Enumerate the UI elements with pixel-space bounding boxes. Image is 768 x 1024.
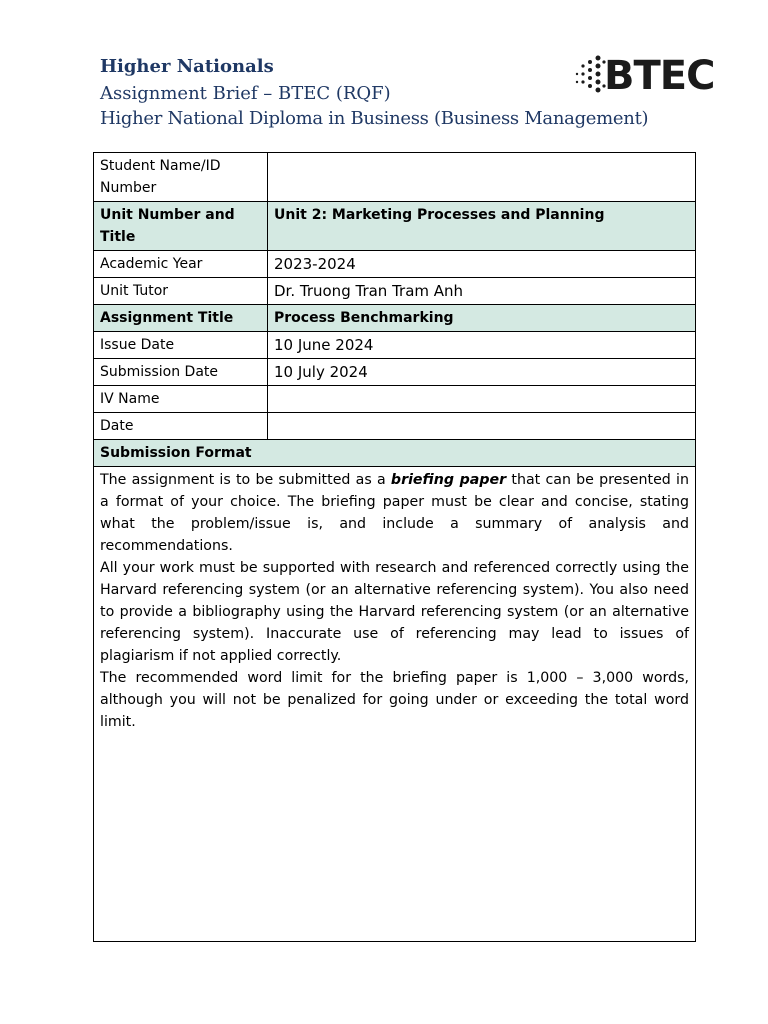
- table-row: [94, 440, 696, 467]
- submission-date-value: 10 July 2024: [268, 359, 696, 386]
- submission-paragraph-2: All your work must be supported with research and referenced correctly using the Harvard referencing system (or an alternative referencing system). You also need to provide a bibliography using the Harvard referencing system (or an alternative referencing system). Inaccurate use of referencing may lead to issues of plagiarism if not applied correctly.: [100, 560, 689, 664]
- assignment-brief-table: [93, 152, 696, 942]
- p1-before: The assignment is to be submitted as a: [100, 472, 391, 488]
- submission-paragraph-3: The recommended word limit for the briefing paper is 1,000 – 3,000 words, although you will not be penalized for going under or exceeding the total word limit.: [100, 670, 689, 730]
- submission-date-label: Submission Date: [94, 359, 268, 386]
- student-name-label: Student Name/ID Number: [94, 153, 268, 202]
- academic-year-value: 2023-2024: [268, 251, 696, 278]
- issue-date-value: 10 June 2024: [268, 332, 696, 359]
- unit-tutor-value: Dr. Truong Tran Tram Anh: [268, 278, 696, 305]
- date-label: Date: [94, 413, 268, 440]
- academic-year-label: Academic Year: [94, 251, 268, 278]
- table-row: [94, 153, 696, 202]
- btec-logo-text: BTEC: [604, 53, 715, 99]
- header-line-3: Higher National Diploma in Business (Business Management): [100, 108, 649, 129]
- submission-format-heading: Submission Format: [94, 440, 696, 467]
- table-row: [94, 305, 696, 332]
- p1-after: that can be presented in a format of your choice. The briefing paper must be clear and concise, stating what the problem/issue is, and include a summary of analysis and recommendations.: [100, 472, 689, 554]
- unit-tutor-label: Unit Tutor: [94, 278, 268, 305]
- submission-paragraph-1: [100, 469, 689, 557]
- btec-logo: [574, 52, 724, 100]
- unit-value: Unit 2: Marketing Processes and Planning: [268, 202, 696, 251]
- iv-name-value: [268, 386, 696, 413]
- header-line-1: Higher Nationals: [100, 56, 274, 77]
- table-row: [94, 202, 696, 251]
- table-row: [94, 332, 696, 359]
- submission-format-content: [94, 467, 696, 942]
- issue-date-label: Issue Date: [94, 332, 268, 359]
- assignment-title-value: Process Benchmarking: [268, 305, 696, 332]
- table-row: [94, 467, 696, 942]
- date-value: [268, 413, 696, 440]
- dotted-burst-logo-icon: [574, 54, 606, 98]
- briefing-paper-emphasis: briefing paper: [390, 472, 507, 488]
- unit-label: Unit Number and Title: [94, 202, 268, 251]
- table-row: [94, 413, 696, 440]
- iv-name-label: IV Name: [94, 386, 268, 413]
- table-row: [94, 251, 696, 278]
- table-row: [94, 386, 696, 413]
- table-row: [94, 278, 696, 305]
- assignment-title-label: Assignment Title: [94, 305, 268, 332]
- table-row: [94, 359, 696, 386]
- student-name-value: [268, 153, 696, 202]
- header-line-2: Assignment Brief – BTEC (RQF): [100, 83, 391, 104]
